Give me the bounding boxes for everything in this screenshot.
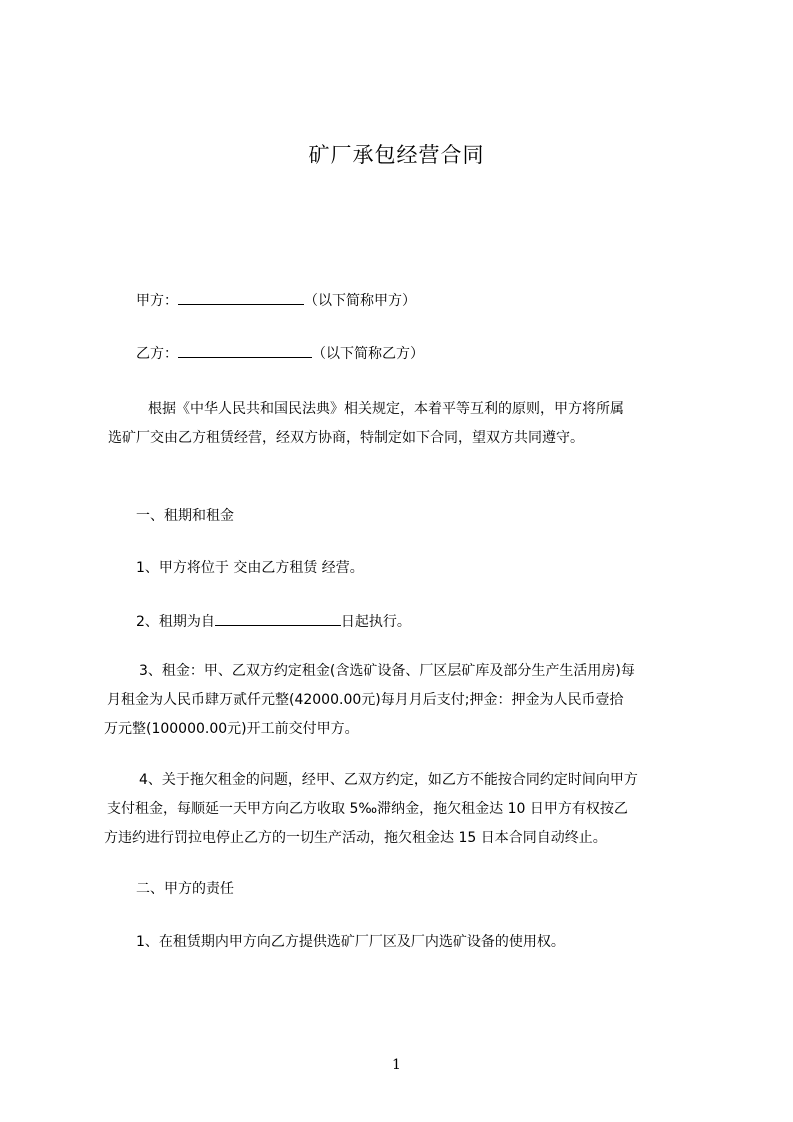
party-a-note: （以下简称甲方） <box>304 293 416 309</box>
party-a-blank <box>178 290 304 305</box>
item-4-line-1: 4、关于拖欠租金的问题，经甲、乙双方约定，如乙方不能按合同约定时间向甲方 <box>139 772 638 788</box>
item-2-suffix: 日起执行。 <box>340 614 411 630</box>
intro-line-1: 根据《中华人民共和国民法典》相关规定，本着平等互利的原则，甲方将所属 <box>148 401 624 417</box>
lease-period-blank <box>215 611 341 626</box>
intro-line-2: 选矿厂交由乙方租赁经营，经双方协商，特制定如下合同，望双方共同遵守。 <box>108 430 584 446</box>
item-3-line-3: 万元整(100000.00元)开工前交付甲方。 <box>104 721 359 737</box>
item-4-line-2: 支付租金，每顺延一天甲方向乙方收取 5‰滞纳金，拖欠租金达 10 日甲方有权按乙 <box>107 801 628 817</box>
section-1-item-2 <box>136 611 411 632</box>
section-1-heading: 一、租期和租金 <box>136 508 234 524</box>
section-1-item-3 <box>104 657 635 744</box>
party-b-label: 乙方： <box>136 346 178 362</box>
party-b-note: （以下简称乙方） <box>312 346 424 362</box>
party-b-blank <box>178 343 312 358</box>
section-2-item-1: 1、在租赁期内甲方向乙方提供选矿厂厂区及厂内选矿设备的使用权。 <box>136 934 565 950</box>
page-number: 1 <box>392 1057 401 1073</box>
party-a-label: 甲方： <box>136 293 178 309</box>
document-title: 矿厂承包经营合同 <box>308 143 485 167</box>
item-2-prefix: 2、租期为自 <box>136 614 215 630</box>
section-1-item-1: 1、甲方将位于 交由乙方租赁 经营。 <box>136 560 364 576</box>
item-4-line-3: 方违约进行罚拉电停止乙方的一切生产活动，拖欠租金达 15 日本合同自动终止。 <box>104 830 607 846</box>
intro-paragraph <box>108 395 624 453</box>
item-3-line-2: 月租金为人民币肆万贰仟元整(42000.00元)每月月后支付;押金：押金为人民币壹拾 <box>107 692 624 708</box>
item-3-line-1: 3、租金：甲、乙双方约定租金(含选矿设备、厂区层矿库及部分生产生活用房)每 <box>139 663 635 679</box>
party-a-line <box>136 290 416 311</box>
section-2-heading: 二、甲方的责任 <box>136 881 234 897</box>
section-1-item-4 <box>104 766 638 853</box>
party-b-line <box>136 343 424 364</box>
